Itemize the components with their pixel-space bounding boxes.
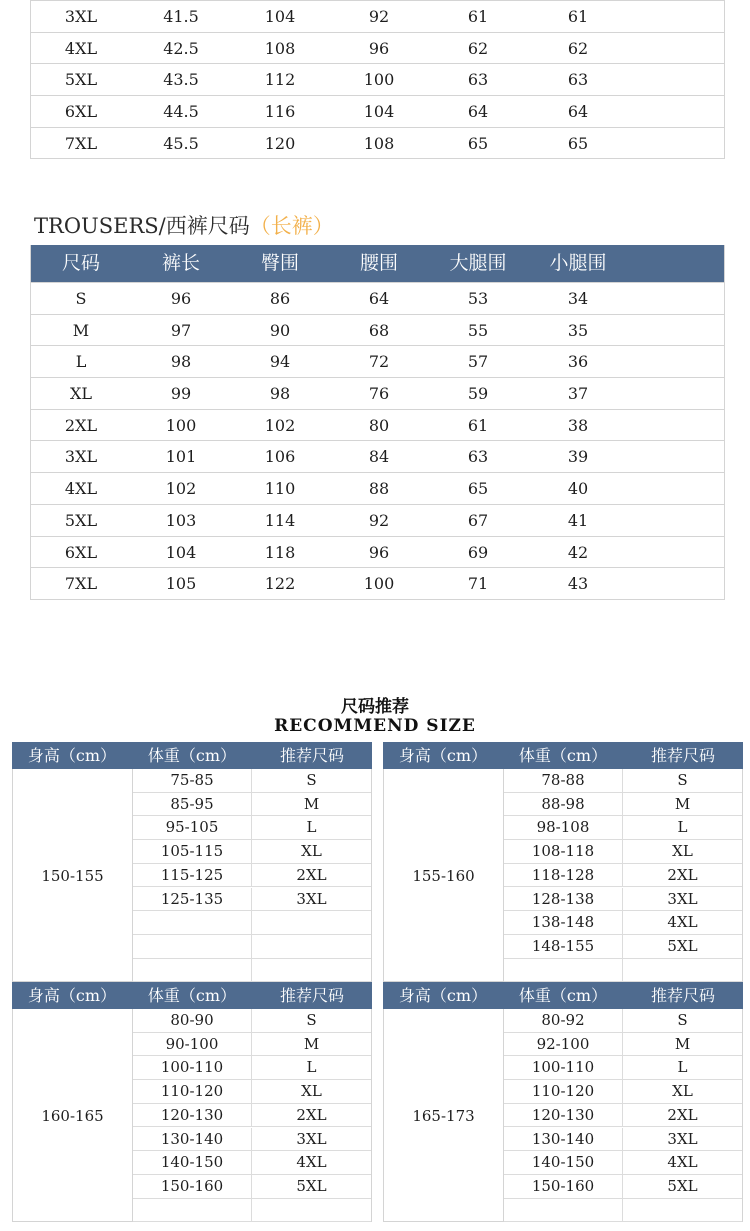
recommended-size-cell: 2XL xyxy=(296,865,327,884)
table-cell: 102 xyxy=(264,415,296,435)
weight-range-cell: 78-88 xyxy=(504,769,623,792)
column-header: 体重（cm） xyxy=(147,986,237,1005)
table-cell: 71 xyxy=(467,574,489,594)
table-cell: 106 xyxy=(264,447,296,467)
table-cell: 84 xyxy=(368,447,390,467)
table-cell: 97 xyxy=(170,320,192,340)
height-range-cell: 150-155 xyxy=(13,769,133,982)
recommend-row xyxy=(504,840,742,864)
table-cell: 110 xyxy=(264,479,296,499)
column-header: 体重（cm） xyxy=(518,986,608,1005)
recommend-row xyxy=(504,888,742,912)
table-cell: 34 xyxy=(567,289,589,308)
table-cell: 6XL xyxy=(64,542,98,562)
trousers-size-table xyxy=(30,245,725,600)
recommended-size-cell: S xyxy=(306,1011,317,1029)
weight-range-cell: 148-155 xyxy=(504,935,623,958)
recommended-size-cell: 3XL xyxy=(296,889,327,908)
table-cell: 38 xyxy=(567,415,589,435)
table-cell: 68 xyxy=(368,320,390,340)
recommend-row xyxy=(504,1104,742,1128)
recommend-row xyxy=(133,1175,371,1199)
recommend-row xyxy=(504,769,742,793)
recommend-panel xyxy=(383,982,743,1222)
weight-range-cell: 115-125 xyxy=(133,864,252,887)
table-cell: 55 xyxy=(467,320,489,340)
recommended-size-cell: L xyxy=(677,818,688,837)
table-cell: 86 xyxy=(269,289,291,308)
recommend-row xyxy=(504,911,742,935)
table-cell: 3XL xyxy=(64,7,98,26)
recommend-row xyxy=(133,935,371,959)
recommend-row xyxy=(504,1151,742,1175)
table-cell: 98 xyxy=(170,352,192,372)
table-cell: 43.5 xyxy=(163,70,199,90)
weight-range-cell: 110-120 xyxy=(133,1080,252,1103)
table-cell: 67 xyxy=(467,510,489,530)
recommended-size-cell: S xyxy=(306,771,317,789)
recommend-panel xyxy=(12,982,372,1222)
weight-range-cell: 90-100 xyxy=(133,1033,252,1056)
recommend-row xyxy=(133,911,371,935)
table-cell: 100 xyxy=(363,574,395,594)
recommend-row xyxy=(504,1009,742,1033)
table-cell: 61 xyxy=(567,7,589,26)
column-header: 身高（cm） xyxy=(398,986,488,1005)
table-cell: 120 xyxy=(264,133,296,153)
table-cell: 61 xyxy=(467,7,489,26)
column-header: 推荐尺码 xyxy=(279,986,345,1005)
recommend-row xyxy=(504,1033,742,1057)
recommend-row xyxy=(504,793,742,817)
recommended-size-cell: 3XL xyxy=(667,1129,698,1148)
recommended-size-cell: 5XL xyxy=(667,1176,698,1195)
table-cell: 116 xyxy=(264,102,296,122)
weight-range-cell: 118-128 xyxy=(504,864,623,887)
column-header: 推荐尺码 xyxy=(279,746,345,765)
recommend-row xyxy=(504,935,742,959)
recommended-size-cell: M xyxy=(303,1034,320,1053)
table-row xyxy=(31,440,724,472)
table-cell: 114 xyxy=(264,510,296,530)
table-cell: 101 xyxy=(165,447,197,467)
table-cell: 6XL xyxy=(64,102,98,122)
table-cell: 41.5 xyxy=(163,7,199,26)
weight-range-cell: 85-95 xyxy=(133,793,252,816)
table-cell: 7XL xyxy=(64,574,98,594)
height-range-cell: 160-165 xyxy=(13,1009,133,1222)
table-cell: 65 xyxy=(567,133,589,153)
recommend-body xyxy=(383,1009,743,1222)
recommended-size-cell xyxy=(623,1199,742,1222)
recommend-panel xyxy=(383,742,743,982)
table-row xyxy=(31,63,724,95)
table-row xyxy=(31,282,724,314)
trousers-title-note: （长裤） xyxy=(249,214,334,238)
table-cell: 2XL xyxy=(64,415,98,435)
table-cell: 61 xyxy=(467,415,489,435)
table-cell: 4XL xyxy=(64,479,98,499)
recommend-row xyxy=(133,864,371,888)
recommend-row xyxy=(133,1033,371,1057)
table-cell: 72 xyxy=(368,352,390,372)
column-header: 体重（cm） xyxy=(518,746,608,765)
table-cell: 64 xyxy=(368,289,390,308)
table-cell: 37 xyxy=(567,384,589,404)
table-cell: 105 xyxy=(165,574,197,594)
weight-range-cell: 140-150 xyxy=(504,1151,623,1174)
recommend-row xyxy=(133,840,371,864)
recommended-size-cell xyxy=(252,935,371,958)
table-cell: 96 xyxy=(368,542,390,562)
recommend-row xyxy=(504,816,742,840)
weight-range-cell: 150-160 xyxy=(504,1175,623,1198)
table-cell: 76 xyxy=(368,384,390,404)
column-header: 身高（cm） xyxy=(27,746,117,765)
column-header: 大腿围 xyxy=(449,252,507,274)
recommended-size-cell: 3XL xyxy=(667,889,698,908)
table-row xyxy=(31,345,724,377)
table-cell: 63 xyxy=(467,70,489,90)
recommended-size-cell xyxy=(252,911,371,934)
recommend-body xyxy=(12,1009,372,1222)
table-cell: 35 xyxy=(567,320,589,340)
table-cell: 36 xyxy=(567,352,589,372)
height-range-cell: 165-173 xyxy=(384,1009,504,1222)
recommended-size-cell: 2XL xyxy=(296,1105,327,1124)
weight-range-cell: 130-140 xyxy=(133,1128,252,1151)
table-cell: 63 xyxy=(467,447,489,467)
table-cell: 62 xyxy=(567,38,589,58)
table-row xyxy=(31,314,724,346)
recommend-panel xyxy=(12,742,372,982)
recommend-body xyxy=(383,769,743,982)
weight-range-cell xyxy=(133,959,252,982)
weight-range-cell: 98-108 xyxy=(504,816,623,839)
recommend-row xyxy=(133,1199,371,1223)
recommended-size-cell xyxy=(623,959,742,982)
recommend-row xyxy=(133,769,371,793)
table-row xyxy=(31,95,724,127)
table-cell: 65 xyxy=(467,479,489,499)
table-cell: 96 xyxy=(368,38,390,58)
table-cell: 98 xyxy=(269,384,291,404)
table-cell: 88 xyxy=(368,479,390,499)
table-cell: 69 xyxy=(467,542,489,562)
recommended-size-cell: 4XL xyxy=(667,1153,698,1172)
table-cell: XL xyxy=(69,384,93,404)
recommend-row xyxy=(133,1151,371,1175)
recommend-row xyxy=(504,1056,742,1080)
table-cell: 96 xyxy=(170,289,192,308)
height-range-cell: 155-160 xyxy=(384,769,504,982)
recommend-row xyxy=(133,793,371,817)
table-cell: 103 xyxy=(165,510,197,530)
weight-range-cell: 120-130 xyxy=(133,1104,252,1127)
weight-range-cell: 105-115 xyxy=(133,840,252,863)
table-row xyxy=(31,127,724,159)
table-cell: 118 xyxy=(264,542,296,562)
recommend-row xyxy=(133,1080,371,1104)
recommended-size-cell: 2XL xyxy=(667,865,698,884)
table-cell: 39 xyxy=(567,447,589,467)
weight-range-cell: 100-110 xyxy=(504,1056,623,1079)
column-header: 尺码 xyxy=(61,252,101,274)
table-cell: 7XL xyxy=(64,133,98,153)
recommend-row xyxy=(133,1128,371,1152)
table-cell: 43 xyxy=(567,574,589,594)
table-cell: 40 xyxy=(567,479,589,499)
column-header: 体重（cm） xyxy=(147,746,237,765)
table-cell: 90 xyxy=(269,320,291,340)
recommend-row xyxy=(504,1199,742,1223)
recommend-row xyxy=(133,1056,371,1080)
table-cell: 108 xyxy=(363,133,395,153)
recommended-size-cell: L xyxy=(677,1058,688,1077)
recommended-size-cell: S xyxy=(677,771,688,789)
weight-range-cell xyxy=(504,959,623,982)
table-cell: 45.5 xyxy=(163,133,199,153)
weight-range-cell: 128-138 xyxy=(504,888,623,911)
column-header: 身高（cm） xyxy=(398,746,488,765)
weight-range-cell: 100-110 xyxy=(133,1056,252,1079)
recommended-size-cell: 5XL xyxy=(667,936,698,955)
weight-range-cell: 150-160 xyxy=(133,1175,252,1198)
table-cell: 65 xyxy=(467,133,489,153)
column-header: 裤长 xyxy=(161,252,201,274)
table-cell: 5XL xyxy=(64,70,98,90)
column-header: 小腿围 xyxy=(549,252,607,274)
column-header: 身高（cm） xyxy=(27,986,117,1005)
recommended-size-cell: L xyxy=(306,1058,317,1077)
table-cell: 42 xyxy=(567,542,589,562)
table-cell: 62 xyxy=(467,38,489,58)
table-cell: 104 xyxy=(165,542,197,562)
table-cell: 44.5 xyxy=(163,102,199,122)
weight-range-cell: 95-105 xyxy=(133,816,252,839)
table-header-row xyxy=(31,245,724,282)
weight-range-cell: 138-148 xyxy=(504,911,623,934)
table-cell: 4XL xyxy=(64,38,98,58)
weight-range-cell: 92-100 xyxy=(504,1033,623,1056)
table-row xyxy=(31,504,724,536)
recommended-size-cell: XL xyxy=(301,1082,322,1101)
recommended-size-cell: 2XL xyxy=(667,1105,698,1124)
weight-range-cell: 125-135 xyxy=(133,888,252,911)
recommend-row xyxy=(133,1104,371,1128)
table-cell: 57 xyxy=(467,352,489,372)
recommend-header-row xyxy=(12,742,372,769)
table-cell: 100 xyxy=(165,415,197,435)
recommended-size-cell: S xyxy=(677,1011,688,1029)
recommended-size-cell: L xyxy=(306,818,317,837)
table-row xyxy=(31,536,724,568)
table-cell: 112 xyxy=(264,70,296,90)
recommended-size-cell: 5XL xyxy=(296,1176,327,1195)
weight-range-cell xyxy=(133,935,252,958)
weight-range-cell xyxy=(504,1199,623,1222)
recommend-row xyxy=(133,816,371,840)
table-cell: 92 xyxy=(368,510,390,530)
table-cell: L xyxy=(75,352,87,372)
recommend-row xyxy=(133,959,371,983)
recommended-size-cell: M xyxy=(303,794,320,813)
weight-range-cell: 88-98 xyxy=(504,793,623,816)
weight-range-cell: 108-118 xyxy=(504,840,623,863)
table-cell: 94 xyxy=(269,352,291,372)
table-cell: 41 xyxy=(567,510,589,530)
recommended-size-cell: XL xyxy=(672,1082,693,1101)
top-size-table xyxy=(30,0,725,159)
recommend-row xyxy=(504,864,742,888)
weight-range-cell: 75-85 xyxy=(133,769,252,792)
trousers-title xyxy=(34,210,334,240)
recommend-header-row xyxy=(12,982,372,1009)
table-cell: 59 xyxy=(467,384,489,404)
weight-range-cell: 110-120 xyxy=(504,1080,623,1103)
recommended-size-cell: XL xyxy=(672,842,693,861)
recommended-size-cell: M xyxy=(674,1034,691,1053)
weight-range-cell: 130-140 xyxy=(504,1128,623,1151)
column-header: 腰围 xyxy=(359,252,399,274)
weight-range-cell: 140-150 xyxy=(133,1151,252,1174)
table-cell: 99 xyxy=(170,384,192,404)
recommend-header-row xyxy=(383,742,743,769)
table-cell: 64 xyxy=(567,102,589,122)
table-cell: 64 xyxy=(467,102,489,122)
table-row xyxy=(31,377,724,409)
table-cell: 104 xyxy=(363,102,395,122)
table-row xyxy=(31,567,724,599)
recommended-size-cell: 3XL xyxy=(296,1129,327,1148)
table-cell: 100 xyxy=(363,70,395,90)
recommend-row xyxy=(504,1175,742,1199)
recommended-size-cell: 4XL xyxy=(296,1153,327,1172)
table-cell: 3XL xyxy=(64,447,98,467)
table-cell: 108 xyxy=(264,38,296,58)
recommended-size-cell xyxy=(252,1199,371,1222)
table-cell: 42.5 xyxy=(163,38,199,58)
table-cell: 53 xyxy=(467,289,489,308)
table-cell: 104 xyxy=(264,7,296,26)
recommended-size-cell: XL xyxy=(301,842,322,861)
weight-range-cell: 80-90 xyxy=(133,1009,252,1032)
trousers-title-text: TROUSERS/西裤尺码 xyxy=(34,214,250,238)
recommend-row xyxy=(133,1009,371,1033)
table-row xyxy=(31,32,724,64)
recommend-row xyxy=(504,1128,742,1152)
column-header: 推荐尺码 xyxy=(650,986,716,1005)
recommend-title-cn: 尺码推荐 xyxy=(341,697,409,717)
table-cell: S xyxy=(75,289,87,308)
table-cell: 92 xyxy=(368,7,390,26)
weight-range-cell xyxy=(133,911,252,934)
weight-range-cell: 120-130 xyxy=(504,1104,623,1127)
table-cell: 102 xyxy=(165,479,197,499)
recommend-row xyxy=(133,888,371,912)
table-cell: M xyxy=(72,320,90,340)
table-row xyxy=(31,0,724,32)
recommended-size-cell xyxy=(252,959,371,982)
recommend-row xyxy=(504,959,742,983)
column-header: 推荐尺码 xyxy=(650,746,716,765)
table-cell: 80 xyxy=(368,415,390,435)
weight-range-cell xyxy=(133,1199,252,1222)
recommend-header-row xyxy=(383,982,743,1009)
weight-range-cell: 80-92 xyxy=(504,1009,623,1032)
table-cell: 5XL xyxy=(64,510,98,530)
table-cell: 63 xyxy=(567,70,589,90)
table-row xyxy=(31,472,724,504)
recommend-title-en: RECOMMEND SIZE xyxy=(274,716,476,736)
column-header: 臀围 xyxy=(260,252,300,274)
table-row xyxy=(31,409,724,441)
recommend-body xyxy=(12,769,372,982)
recommended-size-cell: 4XL xyxy=(667,913,698,932)
recommended-size-cell: M xyxy=(674,794,691,813)
table-cell: 122 xyxy=(264,574,296,594)
recommend-row xyxy=(504,1080,742,1104)
